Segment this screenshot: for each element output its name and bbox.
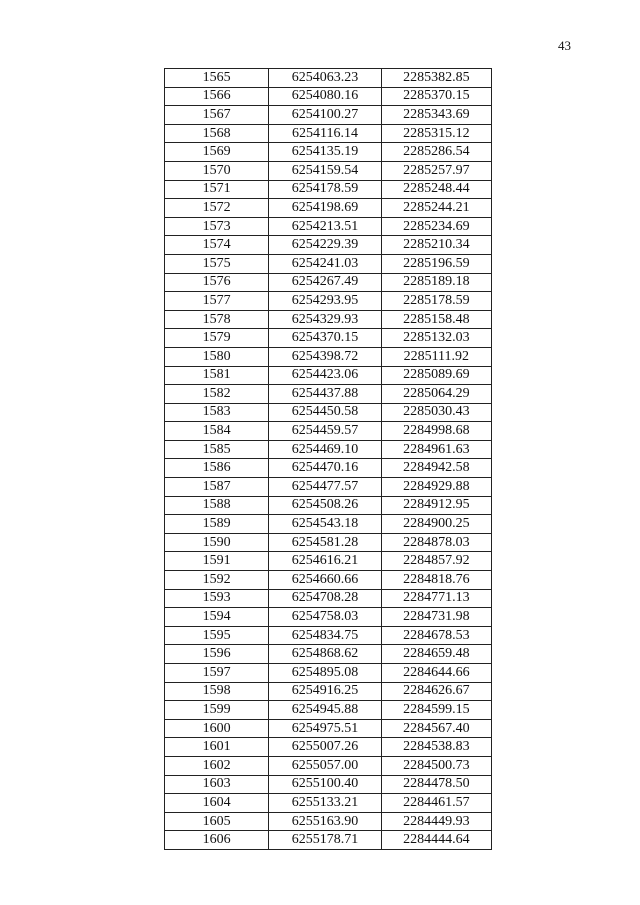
x-coordinate-cell: 6254135.19 xyxy=(269,143,381,162)
point-number-cell: 1565 xyxy=(165,69,269,88)
y-coordinate-cell: 2285196.59 xyxy=(381,254,491,273)
point-number-cell: 1583 xyxy=(165,403,269,422)
x-coordinate-cell: 6255178.71 xyxy=(269,831,381,850)
point-number-cell: 1606 xyxy=(165,831,269,850)
point-number-cell: 1587 xyxy=(165,478,269,497)
table-row xyxy=(165,180,492,199)
x-coordinate-cell: 6254895.08 xyxy=(269,664,381,683)
x-coordinate-cell: 6254437.88 xyxy=(269,385,381,404)
table-row xyxy=(165,385,492,404)
table-row xyxy=(165,69,492,88)
y-coordinate-cell: 2285064.29 xyxy=(381,385,491,404)
point-number-cell: 1595 xyxy=(165,626,269,645)
table-row xyxy=(165,329,492,348)
x-coordinate-cell: 6255163.90 xyxy=(269,812,381,831)
y-coordinate-cell: 2284449.93 xyxy=(381,812,491,831)
y-coordinate-cell: 2284644.66 xyxy=(381,664,491,683)
y-coordinate-cell: 2284912.95 xyxy=(381,496,491,515)
point-number-cell: 1588 xyxy=(165,496,269,515)
point-number-cell: 1599 xyxy=(165,701,269,720)
x-coordinate-cell: 6254660.66 xyxy=(269,571,381,590)
point-number-cell: 1593 xyxy=(165,589,269,608)
point-number-cell: 1573 xyxy=(165,217,269,236)
point-number-cell: 1585 xyxy=(165,440,269,459)
y-coordinate-cell: 2285370.15 xyxy=(381,87,491,106)
y-coordinate-cell: 2285089.69 xyxy=(381,366,491,385)
coordinates-table xyxy=(164,68,492,850)
x-coordinate-cell: 6254398.72 xyxy=(269,347,381,366)
y-coordinate-cell: 2284929.88 xyxy=(381,478,491,497)
point-number-cell: 1597 xyxy=(165,664,269,683)
point-number-cell: 1581 xyxy=(165,366,269,385)
y-coordinate-cell: 2285189.18 xyxy=(381,273,491,292)
y-coordinate-cell: 2285343.69 xyxy=(381,106,491,125)
x-coordinate-cell: 6254080.16 xyxy=(269,87,381,106)
x-coordinate-cell: 6255100.40 xyxy=(269,775,381,794)
table-row xyxy=(165,496,492,515)
x-coordinate-cell: 6254213.51 xyxy=(269,217,381,236)
table-row xyxy=(165,422,492,441)
x-coordinate-cell: 6254178.59 xyxy=(269,180,381,199)
y-coordinate-cell: 2284444.64 xyxy=(381,831,491,850)
y-coordinate-cell: 2284731.98 xyxy=(381,608,491,627)
y-coordinate-cell: 2284771.13 xyxy=(381,589,491,608)
table-row xyxy=(165,719,492,738)
x-coordinate-cell: 6254198.69 xyxy=(269,199,381,218)
y-coordinate-cell: 2284599.15 xyxy=(381,701,491,720)
y-coordinate-cell: 2284626.67 xyxy=(381,682,491,701)
point-number-cell: 1592 xyxy=(165,571,269,590)
table-row xyxy=(165,626,492,645)
y-coordinate-cell: 2284478.50 xyxy=(381,775,491,794)
y-coordinate-cell: 2285382.85 xyxy=(381,69,491,88)
x-coordinate-cell: 6254241.03 xyxy=(269,254,381,273)
table-row xyxy=(165,106,492,125)
y-coordinate-cell: 2284998.68 xyxy=(381,422,491,441)
x-coordinate-cell: 6254116.14 xyxy=(269,124,381,143)
x-coordinate-cell: 6254229.39 xyxy=(269,236,381,255)
y-coordinate-cell: 2284567.40 xyxy=(381,719,491,738)
table-row xyxy=(165,794,492,813)
x-coordinate-cell: 6254469.10 xyxy=(269,440,381,459)
point-number-cell: 1591 xyxy=(165,552,269,571)
table-row xyxy=(165,273,492,292)
point-number-cell: 1578 xyxy=(165,310,269,329)
x-coordinate-cell: 6254063.23 xyxy=(269,69,381,88)
x-coordinate-cell: 6254616.21 xyxy=(269,552,381,571)
y-coordinate-cell: 2285132.03 xyxy=(381,329,491,348)
x-coordinate-cell: 6254834.75 xyxy=(269,626,381,645)
table-row xyxy=(165,738,492,757)
x-coordinate-cell: 6254293.95 xyxy=(269,292,381,311)
table-row xyxy=(165,366,492,385)
table-row xyxy=(165,812,492,831)
x-coordinate-cell: 6254758.03 xyxy=(269,608,381,627)
x-coordinate-cell: 6255007.26 xyxy=(269,738,381,757)
table-row xyxy=(165,608,492,627)
x-coordinate-cell: 6255057.00 xyxy=(269,756,381,775)
point-number-cell: 1575 xyxy=(165,254,269,273)
table-row xyxy=(165,552,492,571)
x-coordinate-cell: 6254868.62 xyxy=(269,645,381,664)
table-row xyxy=(165,682,492,701)
table-row xyxy=(165,756,492,775)
table-row xyxy=(165,161,492,180)
point-number-cell: 1582 xyxy=(165,385,269,404)
x-coordinate-cell: 6254975.51 xyxy=(269,719,381,738)
y-coordinate-cell: 2285257.97 xyxy=(381,161,491,180)
table-row xyxy=(165,87,492,106)
x-coordinate-cell: 6254708.28 xyxy=(269,589,381,608)
point-number-cell: 1598 xyxy=(165,682,269,701)
table-row xyxy=(165,292,492,311)
table-row xyxy=(165,217,492,236)
x-coordinate-cell: 6255133.21 xyxy=(269,794,381,813)
point-number-cell: 1579 xyxy=(165,329,269,348)
point-number-cell: 1603 xyxy=(165,775,269,794)
y-coordinate-cell: 2285286.54 xyxy=(381,143,491,162)
point-number-cell: 1569 xyxy=(165,143,269,162)
table-row xyxy=(165,571,492,590)
table-row xyxy=(165,254,492,273)
table-row xyxy=(165,589,492,608)
table-row xyxy=(165,701,492,720)
point-number-cell: 1577 xyxy=(165,292,269,311)
point-number-cell: 1602 xyxy=(165,756,269,775)
y-coordinate-cell: 2285234.69 xyxy=(381,217,491,236)
x-coordinate-cell: 6254450.58 xyxy=(269,403,381,422)
y-coordinate-cell: 2284538.83 xyxy=(381,738,491,757)
x-coordinate-cell: 6254267.49 xyxy=(269,273,381,292)
point-number-cell: 1605 xyxy=(165,812,269,831)
table-row xyxy=(165,775,492,794)
y-coordinate-cell: 2285178.59 xyxy=(381,292,491,311)
point-number-cell: 1596 xyxy=(165,645,269,664)
x-coordinate-cell: 6254329.93 xyxy=(269,310,381,329)
y-coordinate-cell: 2284857.92 xyxy=(381,552,491,571)
table-row xyxy=(165,515,492,534)
y-coordinate-cell: 2284942.58 xyxy=(381,459,491,478)
x-coordinate-cell: 6254470.16 xyxy=(269,459,381,478)
point-number-cell: 1594 xyxy=(165,608,269,627)
table-row xyxy=(165,199,492,218)
y-coordinate-cell: 2285158.48 xyxy=(381,310,491,329)
point-number-cell: 1589 xyxy=(165,515,269,534)
point-number-cell: 1566 xyxy=(165,87,269,106)
coordinates-table-body xyxy=(165,69,492,850)
page-number: 43 xyxy=(558,38,571,53)
point-number-cell: 1567 xyxy=(165,106,269,125)
table-row xyxy=(165,403,492,422)
point-number-cell: 1584 xyxy=(165,422,269,441)
point-number-cell: 1601 xyxy=(165,738,269,757)
x-coordinate-cell: 6254581.28 xyxy=(269,533,381,552)
point-number-cell: 1604 xyxy=(165,794,269,813)
table-row xyxy=(165,831,492,850)
x-coordinate-cell: 6254543.18 xyxy=(269,515,381,534)
table-row xyxy=(165,236,492,255)
table-row xyxy=(165,124,492,143)
y-coordinate-cell: 2284900.25 xyxy=(381,515,491,534)
point-number-cell: 1586 xyxy=(165,459,269,478)
x-coordinate-cell: 6254508.26 xyxy=(269,496,381,515)
point-number-cell: 1574 xyxy=(165,236,269,255)
y-coordinate-cell: 2284678.53 xyxy=(381,626,491,645)
table-row xyxy=(165,664,492,683)
point-number-cell: 1590 xyxy=(165,533,269,552)
x-coordinate-cell: 6254945.88 xyxy=(269,701,381,720)
point-number-cell: 1568 xyxy=(165,124,269,143)
y-coordinate-cell: 2285244.21 xyxy=(381,199,491,218)
y-coordinate-cell: 2284500.73 xyxy=(381,756,491,775)
y-coordinate-cell: 2284878.03 xyxy=(381,533,491,552)
table-row xyxy=(165,143,492,162)
y-coordinate-cell: 2285315.12 xyxy=(381,124,491,143)
point-number-cell: 1580 xyxy=(165,347,269,366)
x-coordinate-cell: 6254370.15 xyxy=(269,329,381,348)
y-coordinate-cell: 2285210.34 xyxy=(381,236,491,255)
x-coordinate-cell: 6254916.25 xyxy=(269,682,381,701)
point-number-cell: 1571 xyxy=(165,180,269,199)
y-coordinate-cell: 2284818.76 xyxy=(381,571,491,590)
table-row xyxy=(165,459,492,478)
table-row xyxy=(165,533,492,552)
y-coordinate-cell: 2284961.63 xyxy=(381,440,491,459)
point-number-cell: 1570 xyxy=(165,161,269,180)
y-coordinate-cell: 2284461.57 xyxy=(381,794,491,813)
point-number-cell: 1600 xyxy=(165,719,269,738)
point-number-cell: 1572 xyxy=(165,199,269,218)
x-coordinate-cell: 6254459.57 xyxy=(269,422,381,441)
table-row xyxy=(165,478,492,497)
table-row xyxy=(165,347,492,366)
y-coordinate-cell: 2285030.43 xyxy=(381,403,491,422)
x-coordinate-cell: 6254100.27 xyxy=(269,106,381,125)
point-number-cell: 1576 xyxy=(165,273,269,292)
x-coordinate-cell: 6254423.06 xyxy=(269,366,381,385)
y-coordinate-cell: 2285111.92 xyxy=(381,347,491,366)
table-row xyxy=(165,645,492,664)
x-coordinate-cell: 6254477.57 xyxy=(269,478,381,497)
table-row xyxy=(165,310,492,329)
y-coordinate-cell: 2285248.44 xyxy=(381,180,491,199)
table-row xyxy=(165,440,492,459)
x-coordinate-cell: 6254159.54 xyxy=(269,161,381,180)
y-coordinate-cell: 2284659.48 xyxy=(381,645,491,664)
